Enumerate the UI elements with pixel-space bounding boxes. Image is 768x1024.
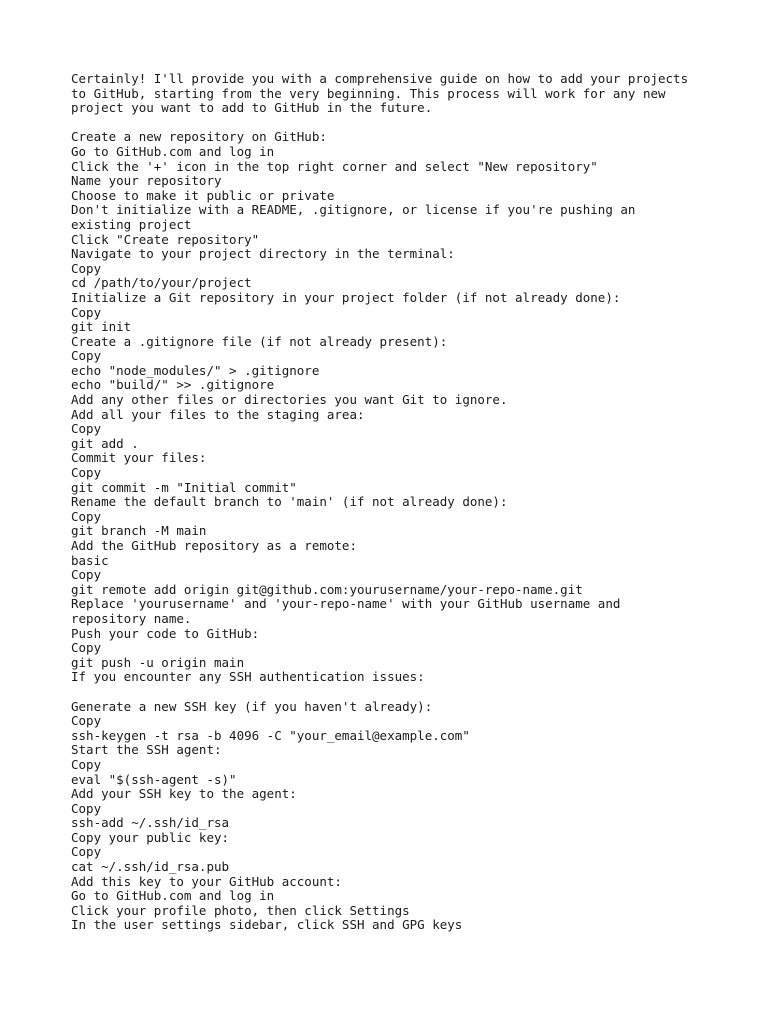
copy-label: Copy <box>71 640 102 656</box>
text-line: Initialize a Git repository in your project folder (if not already done): <box>71 289 621 305</box>
text-line: Add the GitHub repository as a remote: <box>71 538 357 553</box>
text-line: Replace 'yourusername' and 'your-repo-name' with your GitHub username and <box>71 596 621 612</box>
text-line: Click your profile photo, then click Settings <box>71 902 410 918</box>
copy-label: Copy <box>71 421 102 437</box>
text-line: eval "$(ssh-agent -s)" <box>71 771 237 787</box>
copy-label: Copy <box>71 348 102 364</box>
text-line: git init <box>71 319 132 335</box>
text-line: Add any other files or directories you want Git to ignore. <box>71 392 508 408</box>
text-line: git add . <box>71 435 139 451</box>
copy-label: Copy <box>71 800 102 816</box>
document-body <box>71 72 731 933</box>
text-line: Add your SSH key to the agent: <box>71 786 297 802</box>
text-line: Push your code to GitHub: <box>71 625 260 641</box>
text-line: cd /path/to/your/project <box>71 275 252 291</box>
copy-label: Copy <box>71 304 102 320</box>
copy-label: Copy <box>71 508 102 524</box>
text-line: to GitHub, starting from the very beginning. This process will work for any new <box>71 85 666 101</box>
text-line: echo "node_modules/" > .gitignore <box>71 362 320 378</box>
text-line: Copy your public key: <box>71 829 230 845</box>
text-line: Generate a new SSH key (if you haven't already): <box>71 698 433 714</box>
text-line: Rename the default branch to 'main' (if not already done): <box>71 494 508 510</box>
text-line: git push -u origin main <box>71 654 245 670</box>
text-line: Go to GitHub.com and log in <box>71 888 275 904</box>
copy-label: Copy <box>71 713 102 729</box>
text-line: git branch -M main <box>71 523 207 539</box>
text-line: Don't initialize with a README, .gitignore, or license if you're pushing an <box>71 202 636 218</box>
text-line: ssh-keygen -t rsa -b 4096 -C "your_email@example.com" <box>71 727 470 743</box>
text-line: echo "build/" >> .gitignore <box>71 377 275 393</box>
text-line: Create a .gitignore file (if not already present): <box>71 333 448 349</box>
text-line: In the user settings sidebar, click SSH and GPG keys <box>71 917 463 933</box>
text-line: git commit -m "Initial commit" <box>71 479 297 495</box>
blank-line <box>71 116 731 131</box>
text-line: If you encounter any SSH authentication issues: <box>71 669 425 685</box>
text-line: Click the '+' icon in the top right corner and select "New repository" <box>71 158 598 174</box>
text-line: basic <box>71 552 109 568</box>
text-line: git remote add origin git@github.com:yourusername/your-repo-name.git <box>71 581 583 597</box>
text-line: Name your repository <box>71 173 222 189</box>
text-line: repository name. <box>71 610 192 626</box>
text-line: Commit your files: <box>71 450 207 466</box>
copy-label: Copy <box>71 844 102 860</box>
text-line: Add this key to your GitHub account: <box>71 873 342 889</box>
blank-line <box>71 685 731 700</box>
text-line: Choose to make it public or private <box>71 187 335 203</box>
text-line: Navigate to your project directory in the terminal: <box>71 246 455 262</box>
copy-label: Copy <box>71 756 102 772</box>
copy-label: Copy <box>71 567 102 583</box>
text-line: Go to GitHub.com and log in <box>71 143 275 159</box>
text-line: project you want to add to GitHub in the future. <box>71 100 433 116</box>
text-line: Click "Create repository" <box>71 231 260 247</box>
text-line: Create a new repository on GitHub: <box>71 129 327 145</box>
copy-label: Copy <box>71 260 102 276</box>
copy-label: Copy <box>71 465 102 481</box>
text-line: cat ~/.ssh/id_rsa.pub <box>71 859 230 875</box>
text-line: ssh-add ~/.ssh/id_rsa <box>71 815 230 831</box>
text-line: Certainly! I'll provide you with a comprehensive guide on how to add your projects <box>71 71 689 86</box>
text-line: existing project <box>71 216 192 232</box>
text-line: Start the SSH agent: <box>71 742 222 758</box>
text-line: Add all your files to the staging area: <box>71 406 365 422</box>
